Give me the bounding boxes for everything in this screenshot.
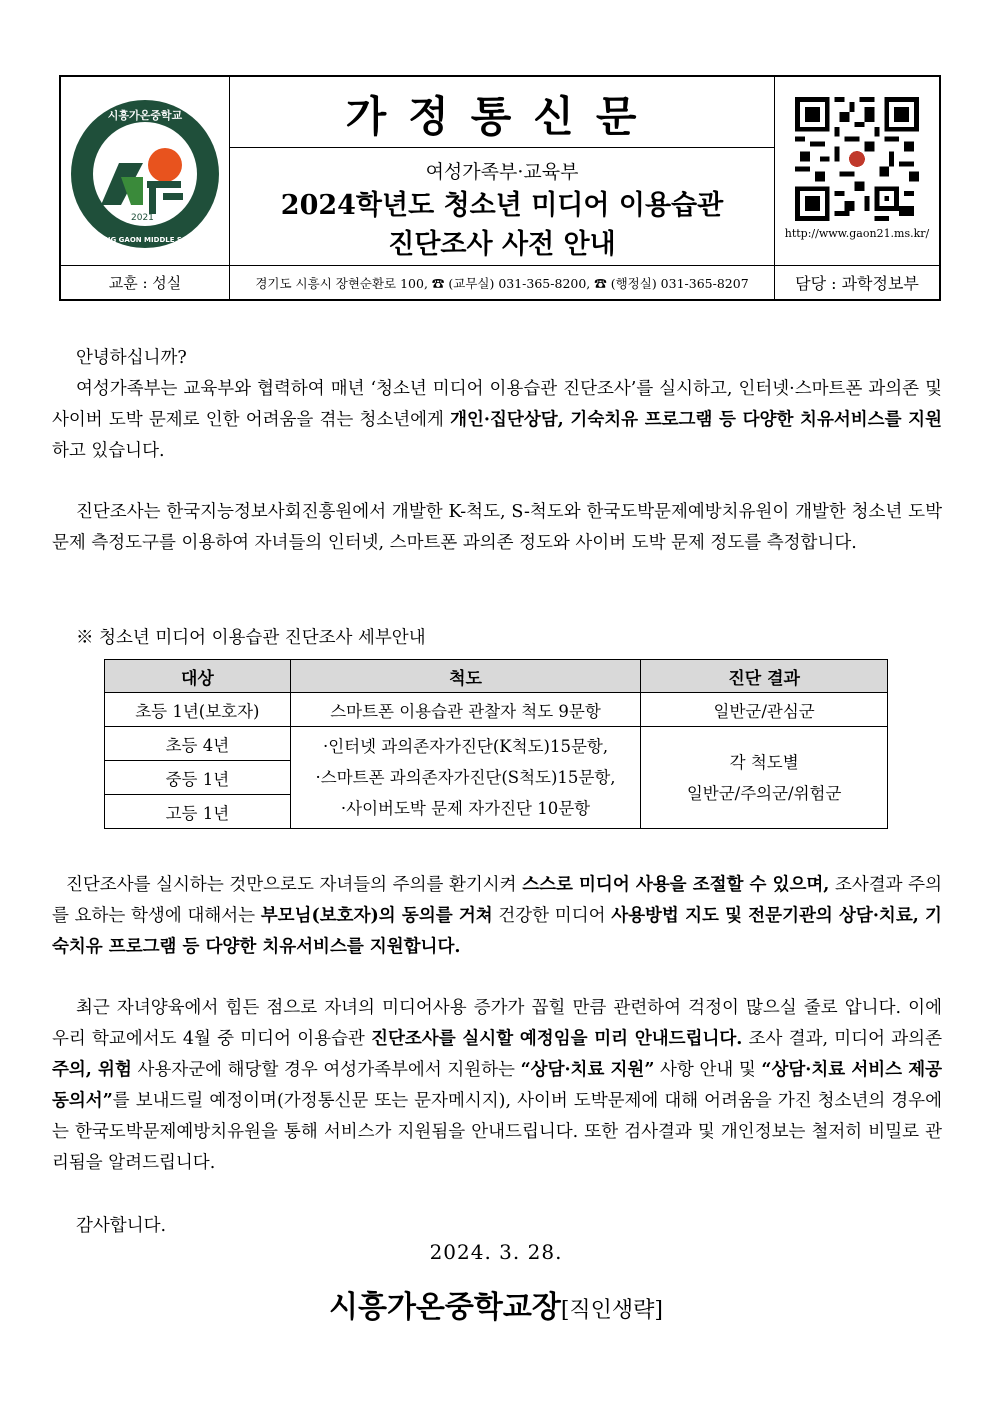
greeting: 안녕하십니까? <box>76 348 187 368</box>
paragraph-3: 진단조사를 실시하는 것만으로도 자녀들의 주의를 환기시켜 스스로 미디어 사용을 조절할 수 있으며, 조사결과 주의를 요하는 학생에 대해서는 부모님(보호자)의 동의를 거쳐 건강한 미디어 사용방법 지도 및 전문기관의 상담·치료, 기숙치유 프로그램 등 다양한 치유서비스를 지원합니다. <box>52 875 942 957</box>
col-header-target: 대상 <box>105 660 291 693</box>
issuing-organizations: 여성가족부·교육부 <box>425 161 579 183</box>
closing-thanks: 감사합니다. <box>76 1216 167 1236</box>
school-logo-cell <box>61 77 229 265</box>
logo-ring-text: 시흥가온중학교 <box>107 109 183 122</box>
subtitle-line-2: 진단조사 사전 안내 <box>388 229 616 260</box>
table-title: ※ 청소년 미디어 이용습관 진단조사 세부안내 <box>76 628 426 648</box>
subtitle-line-1: 2024학년도 청소년 미디어 이용습관 <box>280 190 724 221</box>
stamp-omitted-note: [직인생략] <box>560 1298 664 1323</box>
table-cell-target: 고등 1년 <box>105 795 291 829</box>
col-header-scale: 척도 <box>290 660 641 693</box>
title-cell <box>230 77 774 265</box>
col-header-result: 진단 결과 <box>641 660 888 693</box>
school-address-phone: 경기도 시흥시 장현순환로 100, ☎ (교무실) 031-365-8200, ☎ (행정실) 031-365-8207 <box>255 276 749 291</box>
main-title: 가정통신문 <box>345 92 659 141</box>
qr-cell <box>775 77 939 265</box>
table-cell-results: 각 척도별 일반군/주의군/위험군 <box>641 727 888 829</box>
table-cell-target: 초등 1년(보호자) <box>105 693 291 727</box>
table-cell-scale: 스마트폰 이용습관 관찰자 척도 9문항 <box>290 693 641 727</box>
school-website-url[interactable]: http://www.gaon21.ms.kr/ <box>784 227 930 240</box>
logo-ring-english: SIHEUNG GAON MIDDLE SCHOOL <box>80 236 210 244</box>
paragraph-4: 최근 자녀양육에서 힘든 점으로 자녀의 미디어사용 증가가 꼽힐 만큼 관련하여 걱정이 많으실 줄로 압니다. 이에 우리 학교에서도 4월 중 미디어 이용습관 진단조사를 실시할 예정임을 미리 안내드립니다. 조사 결과, 미디어 과의존 주의, 위험 사용자군에 해당할 경우 여성가족부에서 지원하는 “상담·치료 지원” 사항 안내 및 “상담·치료 서비스 제공 동의서”를 보내드릴 예정이며(가정통신문 또는 문자메시지), 사이버 도박문제에 대해 어려움을 가진 청소년의 경우에는 한국도박문제예방치유원을 통해 서비스가 지원됨을 안내드립니다. 또한 검사결과 및 개인정보는 철저히 비밀로 관리됨을 알려드립니다. <box>52 998 943 1173</box>
qr-code-icon[interactable] <box>795 97 919 221</box>
survey-details-table <box>104 659 888 829</box>
principal-signature: 시흥가온중학교장[직인생략] <box>328 1290 664 1325</box>
school-motto: 교훈 : 성실 <box>108 274 182 292</box>
table-cell-target: 초등 4년 <box>105 727 291 761</box>
issue-date: 2024. 3. 28. <box>429 1240 563 1264</box>
newsletter-header <box>59 75 941 301</box>
table-cell-result: 일반군/관심군 <box>641 693 888 727</box>
logo-year: 2021 <box>131 213 154 223</box>
school-logo <box>61 77 229 265</box>
department-in-charge: 담당 : 과학정보부 <box>795 274 919 293</box>
paragraph-2: 진단조사는 한국지능정보사회진흥원에서 개발한 K-척도, S-척도와 한국도박문제예방치유원이 개발한 청소년 도박문제 측정도구를 이용하여 자녀들의 인터넷, 스마트폰 과의존 정도와 사이버 도박 문제 정도를 측정합니다. <box>52 502 942 553</box>
table-cell-scales: ·인터넷 과의존자가진단(K척도)15문항, ·스마트폰 과의존자가진단(S척도)15문항, ·사이버도박 문제 자가진단 10문항 <box>290 727 641 829</box>
paragraph-1: 여성가족부는 교육부와 협력하여 매년 ‘청소년 미디어 이용습관 진단조사’를 실시하고, 인터넷·스마트폰 과의존 및 사이버 도박 문제로 인한 어려움을 겪는 청소년에게 개인·집단상담, 기숙치유 프로그램 등 다양한 치유서비스를 지원하고 있습니다. <box>52 379 942 461</box>
table-cell-target: 중등 1년 <box>105 761 291 795</box>
